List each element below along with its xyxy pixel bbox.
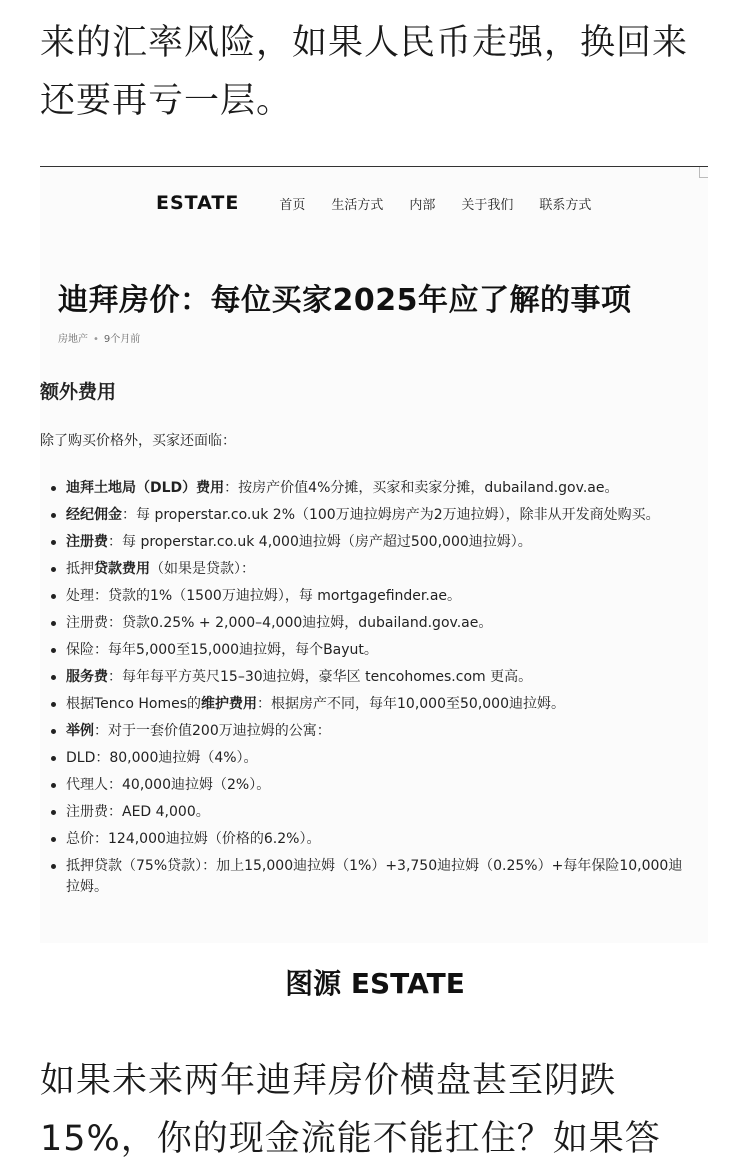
bullet-bold: 注册费 xyxy=(66,534,108,550)
nav-item-about[interactable]: 关于我们 xyxy=(461,197,514,213)
bullet-text: 保险：每年5,000至15,000迪拉姆，每个Bayut。 xyxy=(66,642,378,658)
article-text-top: 来的汇率风险，如果人民币走强，换回来还要再亏一层。 xyxy=(40,23,689,121)
bullet-prefix: 抵押 xyxy=(66,561,94,577)
fee-bullet-item xyxy=(40,667,690,688)
article-meta xyxy=(58,330,140,345)
fee-bullet-item xyxy=(40,775,690,796)
section-intro: 除了购买价格外，买家还面临： xyxy=(40,433,236,449)
fee-bullet-item xyxy=(40,559,690,580)
fee-bullet-item xyxy=(40,613,690,634)
estate-article-screenshot xyxy=(40,166,708,943)
corner-crop-mark xyxy=(699,167,708,178)
bullet-text: 总价：124,000迪拉姆（价格的6.2%）。 xyxy=(66,831,321,847)
bullet-text: 注册费：贷款0.25% + 2,000–4,000迪拉姆，dubailand.gov.ae。 xyxy=(66,615,493,631)
nav-item-lifestyle[interactable]: 生活方式 xyxy=(331,197,384,213)
bullet-bold: 服务费 xyxy=(66,669,108,685)
bullet-bold: 贷款费用 xyxy=(94,561,150,577)
fee-bullet-item xyxy=(40,829,690,850)
fee-bullet-list xyxy=(40,478,690,904)
fee-bullet-item xyxy=(40,640,690,661)
bullet-text: ：每 properstar.co.uk 4,000迪拉姆（房产超过500,000迪拉姆）。 xyxy=(108,534,532,550)
bullet-text: ：对于一套价值200万迪拉姆的公寓： xyxy=(94,723,331,739)
site-nav xyxy=(156,191,617,215)
bullet-text: （如果是贷款）： xyxy=(150,561,255,577)
fee-bullet-item xyxy=(40,856,690,898)
bullet-text: 代理人：40,000迪拉姆（2%）。 xyxy=(66,777,271,793)
fee-bullet-item xyxy=(40,505,690,526)
bullet-text: 抵押贷款（75%贷款）：加上15,000迪拉姆（1%）+3,750迪拉姆（0.25%）+每年保险10,000迪拉姆。 xyxy=(66,858,683,895)
bullet-text: ：每 properstar.co.uk 2%（100万迪拉姆房产为2万迪拉姆），除非从开发商处购买。 xyxy=(122,507,660,523)
bullet-bold: 迪拜土地局（DLD）费用 xyxy=(66,480,225,496)
fee-bullet-item xyxy=(40,748,690,769)
fee-bullet-item xyxy=(40,802,690,823)
fee-bullet-item xyxy=(40,532,690,553)
nav-item-insider[interactable]: 内部 xyxy=(409,197,436,213)
nav-item-contact[interactable]: 联系方式 xyxy=(539,197,592,213)
section-heading: 额外费用 xyxy=(40,381,117,403)
fee-bullet-item xyxy=(40,721,690,742)
bullet-text: 注册费：AED 4,000。 xyxy=(66,804,210,820)
bullet-text: DLD：80,000迪拉姆（4%）。 xyxy=(66,750,258,766)
bullet-bold: 经纪佣金 xyxy=(66,507,122,523)
site-logo[interactable]: ESTATE xyxy=(156,192,240,214)
meta-separator: • xyxy=(93,334,99,345)
bullet-text: ：每年每平方英尺15–30迪拉姆，豪华区 tencohomes.com 更高。 xyxy=(108,669,533,685)
bullet-text: ：根据房产不同，每年10,000至50,000迪拉姆。 xyxy=(257,696,565,712)
bullet-bold: 维护费用 xyxy=(201,696,258,712)
bullet-text: ：按房产价值4%分摊，买家和卖家分摊，dubailand.gov.ae。 xyxy=(224,480,619,496)
article-title: 迪拜房价：每位买家2025年应了解的事项 xyxy=(58,283,632,318)
fee-bullet-item xyxy=(40,586,690,607)
article-text-bottom: 如果未来两年迪拜房价横盘甚至阴跌15%，你的现金流能不能扛住？如果答 xyxy=(40,1061,661,1159)
bullet-text: 处理：贷款的1%（1500万迪拉姆），每 mortgagefinder.ae。 xyxy=(66,588,462,604)
meta-category[interactable]: 房地产 xyxy=(58,334,88,345)
image-caption: 图源 ESTATE xyxy=(285,967,465,1000)
fee-bullet-item xyxy=(40,694,690,715)
bullet-bold: 举例 xyxy=(66,723,94,739)
meta-time: 9个月前 xyxy=(103,334,141,345)
nav-item-home[interactable]: 首页 xyxy=(279,197,306,213)
bullet-prefix: 根据Tenco Homes的 xyxy=(66,696,202,712)
fee-bullet-item xyxy=(40,478,690,499)
